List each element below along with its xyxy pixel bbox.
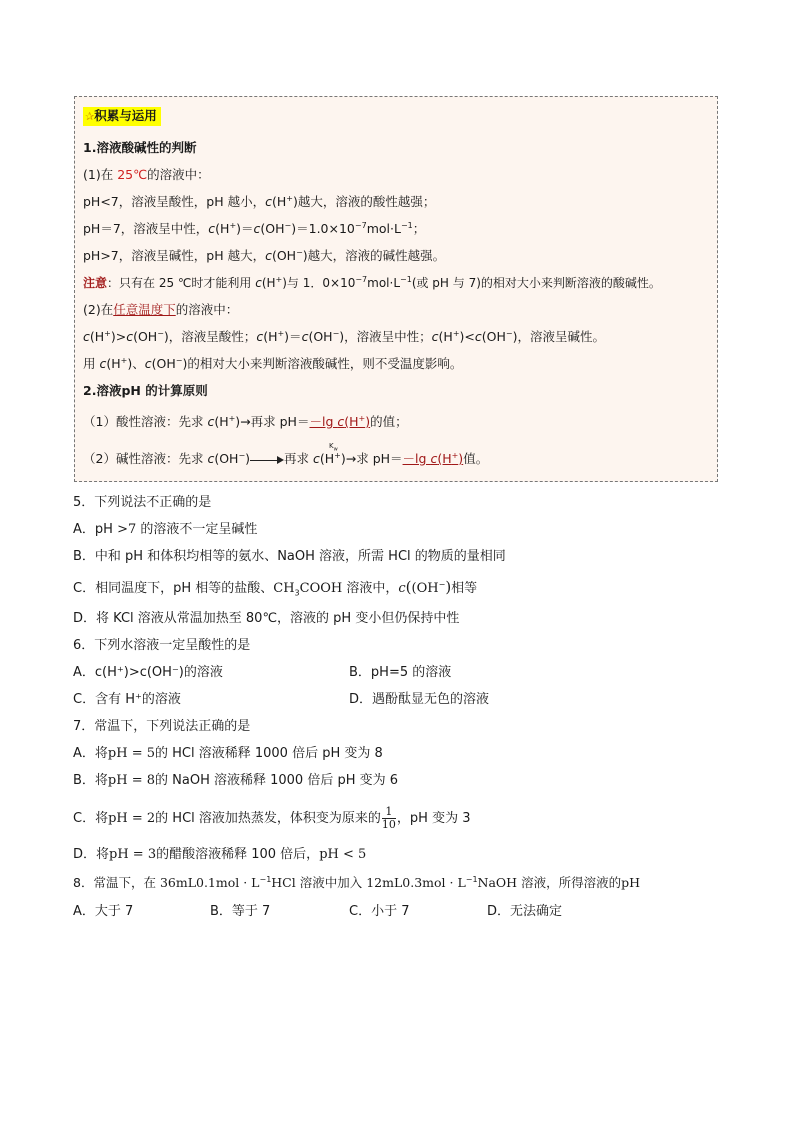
q6-option-d: D．遇酚酞显无色的溶液 xyxy=(349,692,490,707)
q5-stem: 5．下列说法不正确的是 xyxy=(73,495,212,510)
q7-option-c: C．将pH = 2的 HCl 溶液加热蒸发，体积变为原来的 $\frac{1}{10}$ ，pH 变为 3 xyxy=(73,805,471,831)
line-4: pH>7，溶液呈碱性，pH 越大，c(OH−)越大，溶液的碱性越强。 xyxy=(83,248,446,263)
knowledge-box xyxy=(74,96,718,482)
heading-2: 2.溶液pH 的计算原则 xyxy=(83,383,208,398)
q6-stem: 6．下列水溶液一定呈酸性的是 xyxy=(73,638,251,653)
q8-option-c: C．小于 7 xyxy=(349,904,410,919)
star-icon: ✰ xyxy=(85,110,95,123)
q8-option-b: B．等于 7 xyxy=(210,904,271,919)
kw-label: $K_w$ xyxy=(329,442,338,453)
heading-1: 1.溶液酸碱性的判断 xyxy=(83,140,197,155)
section-badge: ✰积累与运用 xyxy=(83,107,161,126)
q8-stem: 8．常温下，在 $36mL0.1mol \cdot L^{-1}HCl$ 溶液中加入 $12mL0.3mol \cdot L^{-1}NaOH$ 溶液，所得溶液的pH xyxy=(73,875,640,890)
fraction: $\frac{1}{10}$ xyxy=(381,805,396,831)
line-7: 用 c(H+)、c(OH−)的相对大小来判断溶液酸碱性，则不受温度影响。 xyxy=(83,356,463,371)
q6-option-c: C．含有 H⁺的溶液 xyxy=(73,692,181,707)
line-5: (2)在任意温度下的溶液中： xyxy=(83,302,239,317)
q5-option-b: B．中和 pH 和体积均相等的氨水、NaOH 溶液，所需 HCl 的物质的量相同 xyxy=(73,549,506,564)
q7-option-b: B．将pH = 8的 NaOH 溶液稀释 1000 倍后 pH 变为 6 xyxy=(73,773,399,788)
line-6: c(H+)>c(OH−)，溶液呈酸性；c(H+)＝c(OH−)，溶液呈中性；c(H+)<c(OH−)，溶液呈碱性。 xyxy=(83,329,605,344)
q6-option-a: A．c(H⁺)>c(OH⁻)的溶液 xyxy=(73,665,223,680)
line-2: pH<7，溶液呈酸性，pH 越小，c(H+)越大，溶液的酸性越强； xyxy=(83,194,436,209)
line-1: (1)在 25℃的溶液中： xyxy=(83,167,210,182)
line-3: pH＝7，溶液呈中性，$c(H^+)=c(OH^-)=1.0\times 10^{-7}mol\cdot L^{-1}$； xyxy=(83,221,426,236)
q5-option-d: D．将 KCl 溶液从常温加热至 80℃，溶液的 pH 变小但仍保持中性 xyxy=(73,611,460,626)
q6-option-b: B．pH=5 的溶液 xyxy=(349,665,452,680)
q8-option-a: A．大于 7 xyxy=(73,904,134,919)
note-line: 注意：只有在 25 ℃时才能利用 c(H+)与 1．$0\times 10^{-7}mol\cdot L^{-1}$(或 pH 与 7)的相对大小来判断溶液的酸碱性。 xyxy=(83,275,661,290)
q7-option-d: D．将pH = 3的醋酸溶液稀释 100 倍后，pH < 5 xyxy=(73,847,367,862)
q7-option-a: A．将pH = 5的 HCl 溶液稀释 1000 倍后 pH 变为 8 xyxy=(73,746,383,761)
q5-option-a: A．pH >7 的溶液不一定呈碱性 xyxy=(73,522,258,537)
line-8: （1）酸性溶液：先求 c(H+)→再求 pH＝－lg c(H+)的值； xyxy=(83,414,408,429)
q7-stem: 7．常温下，下列说法正确的是 xyxy=(73,719,251,734)
q5-option-c: C．相同温度下，pH 相等的盐酸、$CH_3COOH$ 溶液中，c((OH−)相等 xyxy=(73,578,478,598)
q8-option-d: D．无法确定 xyxy=(487,904,563,919)
line-9: （2）碱性溶液：先求 c(OH−) 再求 c(H+)→求 pH＝－lg c(H+)值。 xyxy=(83,451,489,466)
